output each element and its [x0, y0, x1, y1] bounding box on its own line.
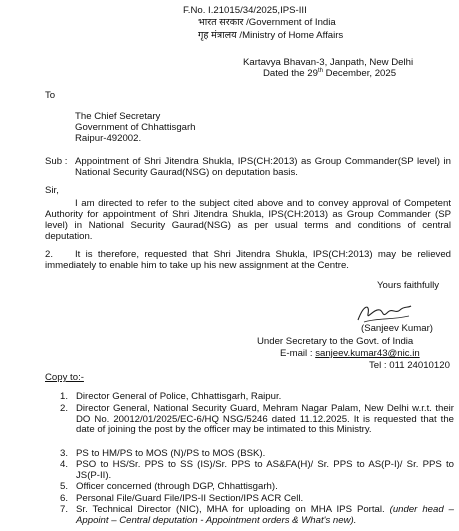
- copy-item: [76, 505, 454, 526]
- email-label: E-mail :: [280, 348, 316, 359]
- file-number: F.No. I.21015/34/2025,IPS-III: [183, 5, 307, 16]
- copy-item: Director General, National Security Guard, Mehram Nagar Palam, New Delhi w.r.t. their DO No. 20012/01/2025/EC-6/HQ NSG/5246 dated 11.12.2025. It is requested that the date of joining the post by the officer may be intimated to this Ministry.: [76, 403, 454, 436]
- date-prefix: Dated the 29: [263, 68, 318, 79]
- signatory-name: (Sanjeev Kumar): [361, 323, 433, 334]
- subject-text: Appointment of Shri Jitendra Shukla, IPS(CH:2013) as Group Commander(SP level) in National Security Gaurad(NSG) on deputation basis.: [75, 156, 451, 178]
- copy-item: Director General of Police, Chhattisgarh, Raipur.: [76, 391, 282, 402]
- date-month-year: December, 2025: [322, 68, 397, 79]
- copy-item-number: 2.: [60, 403, 69, 414]
- salutation: Sir,: [45, 185, 59, 196]
- signatory-telephone: Tel : 011 24010120: [369, 360, 450, 371]
- paragraph-1: I am directed to refer to the subject cited above and to convey approval of Competent Authority for appointment of Shri Jitendra Shukla, IPS(CH:2013) as Group Commander (SP level) in National Security Gaurad(NSG) as per usual terms and conditions of central deputation.: [45, 198, 451, 242]
- office-address: Kartavya Bhavan-3, Janpath, New Delhi: [243, 57, 414, 68]
- copy-item-number: 5.: [60, 481, 69, 492]
- closing: Yours faithfully: [377, 280, 440, 291]
- copy-item: Officer concerned (through DGP, Chhattisgarh).: [76, 481, 278, 492]
- copy-item-number: 3.: [60, 448, 69, 459]
- government-line: भारत सरकार /Government of India: [198, 17, 336, 28]
- copy-item-text: Sr. Technical Director (NIC), MHA for uploading on MHA IPS Portal.: [76, 504, 390, 515]
- copy-item-number: 7.: [60, 504, 69, 515]
- paragraph-2-number: 2.: [45, 249, 54, 260]
- paragraph-2: It is therefore, requested that Shri Jitendra Shukla, IPS(CH:2013) may be relieved immediately to enable him to take up his new assignment at the Centre.: [45, 249, 451, 271]
- copy-item: PS to HM/PS to MOS (N)/PS to MOS (BSK).: [76, 448, 266, 459]
- letter-date: [263, 68, 396, 79]
- recipient-line-3: Raipur-492002.: [75, 133, 142, 144]
- date-suffix-sup: th: [317, 67, 323, 74]
- copy-item-number: 6.: [60, 493, 69, 504]
- copy-item-number: 4.: [60, 459, 69, 470]
- copy-to-label: Copy to:-: [45, 372, 84, 383]
- copy-item-italic-note: (under head – Appoint – Central deputation - Appointment orders & What's new).: [76, 504, 454, 526]
- copy-item: Personal File/Guard File/IPS-II Section/IPS ACR Cell.: [76, 493, 304, 504]
- email-link[interactable]: sanjeev.kumar43@nic.in: [315, 348, 420, 359]
- subject-label: Sub :: [45, 156, 68, 167]
- to-label: To: [45, 90, 56, 101]
- signatory-designation: Under Secretary to the Govt. of India: [257, 336, 414, 347]
- recipient-line-2: Government of Chhattisgarh: [75, 122, 196, 133]
- recipient-line-1: The Chief Secretary: [75, 111, 161, 122]
- signatory-email-line: [280, 348, 420, 359]
- copy-item-number: 1.: [60, 391, 69, 402]
- ministry-line: गृह मंत्रालय /Ministry of Home Affairs: [198, 30, 344, 41]
- copy-item: PSO to HS/Sr. PPS to SS (IS)/Sr. PPS to AS&FA(H)/ Sr. PPS to AS(P-I)/ Sr. PPS to JS(P-II).: [76, 459, 454, 481]
